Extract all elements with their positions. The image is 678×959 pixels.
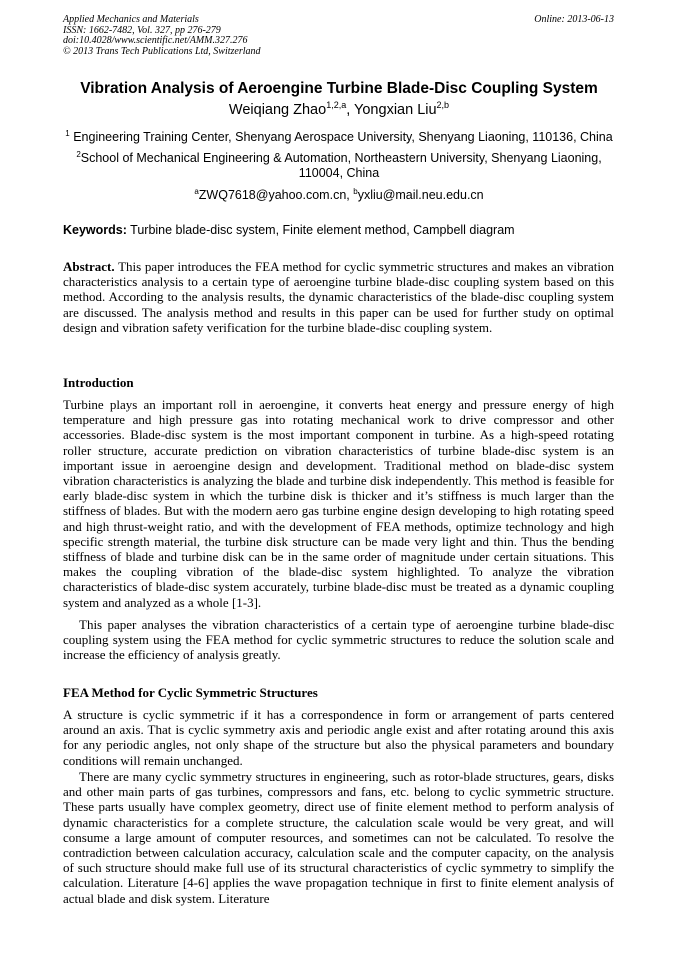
author-1-affil-sup: 1,2,a	[326, 100, 347, 110]
fea-paragraph-1: A structure is cyclic symmetric if it has a correspondence in form or arrangement of parts centered around an axis. That is cyclic symmetry axis and periodic angle exist and after rotating around this axis for any periodic angles, not only shape of the structure but also the physical parameters and boundary conditions will remain unchanged.	[63, 707, 614, 768]
keywords	[63, 223, 614, 238]
email-line	[20, 188, 658, 203]
author-2: Yongxian Liu	[354, 102, 437, 118]
author-1: Weiqiang Zhao	[228, 102, 327, 118]
abstract	[63, 259, 614, 335]
introduction-paragraph-1: Turbine plays an important roll in aeroengine, it converts heat energy and pressure energy of high temperature and high pressure gas into rotating mechanical work to drive compressor and other accessories. Blade-disc system is the most important component in turbine. As a high-speed rotating roller structure, accurate prediction on vibration characteristics of turbine blade-disc system is an important issue in aeroengine design and development. Traditional method on blade-disc system vibration characteristics is analyzing the blade and turbine disk independently. This method is feasible for early blade-disc system in which the turbine disk is thicker and it’s stiffness is much larger than the stiffness of blades. But with the modern aero gas turbine engine design developing to high rotating speed and high thrust-weight ratio, and with the development of FEA methods, optimize technology and high specific strength material, the turbine disk structure can be made very light and thin. Thus the bending stiffness of blade and turbine disk can be in the same order of magnitude under certain situations. This makes the coupling vibration of the blade-disc system highlighted. To analyze the vibration characteristics of blade-disc system accurately, turbine blade-disc must be treated as a dynamic coupling system and analyzed as a whole [1-3].	[63, 397, 614, 610]
journal-header	[63, 15, 261, 57]
affiliation-2-text: School of Mechanical Engineering & Automation, Northeastern University, Shenyang Liaoning, 110004, China	[80, 151, 602, 180]
keywords-text: Turbine blade-disc system, Finite element method, Campbell diagram	[126, 223, 515, 237]
affiliation-2-sup: 2	[76, 150, 81, 159]
fea-paragraph-2: There are many cyclic symmetry structures in engineering, such as rotor-blade structures, gears, disks and other main parts of gas turbines, compressors and fans, etc. belong to cyclic symmetric structure. These parts usually have complex geometry, direct use of finite element method to perform analysis of dynamic characteristics for a complete structure, the calculation scale would be very great, and will consume a large amount of computer resources, and sometimes can not be calculated. To resolve the contradiction between calculation accuracy, calculation scale and the computer capacity, on the analysis of such structure should make full use of its structural characteristics of cyclic symmetry to simplify the calculation. Literature [4-6] applies the wave propagation technique in first to finite element analysis of actual blade and disk system. Literature	[63, 769, 614, 906]
journal-issn: ISSN: 1662-7482, Vol. 327, pp 276-279	[63, 24, 221, 36]
journal-doi: doi:10.4028/www.scientific.net/AMM.327.276	[63, 35, 248, 46]
email-a[interactable]: ZWQ7618@yahoo.com.cn	[198, 188, 347, 202]
journal-name: Applied Mechanics and Materials	[63, 14, 199, 25]
journal-copyright: © 2013 Trans Tech Publications Ltd, Switzerland	[63, 45, 261, 57]
keywords-label: Keywords:	[63, 223, 127, 237]
email-b-sup: b	[353, 187, 358, 196]
introduction-paragraph-2: This paper analyses the vibration characteristics of a certain type of aeroengine turbine blade-disc coupling system using the FEA method for cyclic symmetric structures to reduce the solution scale and increase the efficiency of analysis greatly.	[63, 617, 614, 663]
affiliation-1	[58, 130, 620, 145]
abstract-text: This paper introduces the FEA method for cyclic symmetric structures and makes an vibration characteristics analysis to a certain type of aeroengine turbine blade-disc coupling system based on this method. According to the analysis results, the dynamic characteristics of the blade-disc coupling system are discussed. The analysis method and results in this paper can be used for further study on optimal design and vibration safety verification for the turbine blade-disc coupling system.	[63, 259, 614, 335]
abstract-label: Abstract.	[63, 259, 115, 274]
author-2-affil-sup: 2,b	[436, 100, 450, 110]
affiliation-2	[58, 151, 620, 181]
paper-title: Vibration Analysis of Aeroengine Turbine Blade-Disc Coupling System	[80, 80, 598, 97]
online-date: Online: 2013-06-13	[534, 14, 614, 25]
affiliation-1-sup: 1	[65, 129, 70, 138]
author-line	[20, 101, 658, 120]
introduction-heading: Introduction	[63, 375, 134, 390]
author-separator: ,	[346, 102, 355, 118]
affiliation-1-text: Engineering Training Center, Shenyang Aerospace University, Shenyang Liaoning, 110136, China	[69, 130, 613, 144]
email-a-sup: a	[194, 187, 199, 196]
email-separator: ,	[346, 188, 354, 202]
email-b[interactable]: yxliu@mail.neu.edu.cn	[357, 188, 484, 202]
fea-heading: FEA Method for Cyclic Symmetric Structures	[63, 685, 318, 700]
